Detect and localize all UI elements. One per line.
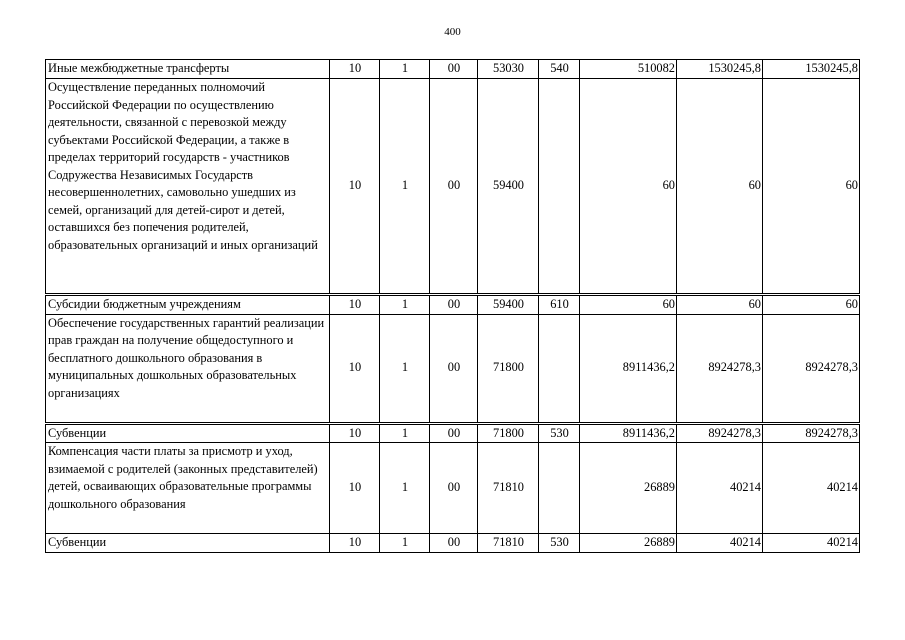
- amount-year-3: 60: [763, 295, 860, 315]
- amount-year-1: 26889: [580, 443, 677, 534]
- amount-year-2: 60: [677, 295, 763, 315]
- article-code: 71800: [478, 423, 539, 443]
- row-name: Субвенции: [46, 534, 330, 553]
- amount-year-3: 60: [763, 79, 860, 295]
- table-row: [46, 79, 860, 295]
- row-name: Компенсация части платы за присмотр и уход, взимаемой с родителей (законных представителей) детей, осваивающих образовательные программы дошкольного образования: [46, 443, 330, 534]
- amount-year-2: 40214: [677, 534, 763, 553]
- article-code: 59400: [478, 295, 539, 315]
- program-code: 00: [430, 79, 478, 295]
- article-code: 53030: [478, 60, 539, 79]
- expense-type-code: [539, 79, 580, 295]
- table-row: [46, 534, 860, 553]
- amount-year-3: 40214: [763, 443, 860, 534]
- row-name: Субсидии бюджетным учреждениям: [46, 295, 330, 315]
- program-code: 00: [430, 443, 478, 534]
- subsection-code: 1: [380, 314, 430, 423]
- section-code: 10: [330, 423, 380, 443]
- amount-year-2: 8924278,3: [677, 314, 763, 423]
- article-code: 71800: [478, 314, 539, 423]
- expense-type-code: 610: [539, 295, 580, 315]
- section-code: 10: [330, 443, 380, 534]
- amount-year-1: 510082: [580, 60, 677, 79]
- section-code: 10: [330, 314, 380, 423]
- row-name: Осуществление переданных полномочий Российской Федерации по осуществлению деятельности, связанной с перевозкой между субъектами Российской Федерации, а также в пределах территорий государств - участников Содружества Независимых Государств несовершеннолетних, самовольно ушедших из семей, организаций для детей-сирот и детей, оставшихся без попечения родителей, образовательных организаций и иных организаций: [46, 79, 330, 295]
- amount-year-1: 8911436,2: [580, 314, 677, 423]
- amount-year-3: 8924278,3: [763, 423, 860, 443]
- row-name: Обеспечение государственных гарантий реализации прав граждан на получение общедоступного и бесплатного дошкольного образования в муниципальных дошкольных образовательных организациях: [46, 314, 330, 423]
- amount-year-1: 60: [580, 79, 677, 295]
- expense-type-code: 530: [539, 534, 580, 553]
- amount-year-2: 40214: [677, 443, 763, 534]
- subsection-code: 1: [380, 423, 430, 443]
- section-code: 10: [330, 534, 380, 553]
- program-code: 00: [430, 423, 478, 443]
- article-code: 59400: [478, 79, 539, 295]
- amount-year-2: 8924278,3: [677, 423, 763, 443]
- amount-year-1: 8911436,2: [580, 423, 677, 443]
- page-number: 400: [444, 26, 461, 38]
- subsection-code: 1: [380, 534, 430, 553]
- row-name: Субвенции: [46, 423, 330, 443]
- subsection-code: 1: [380, 443, 430, 534]
- expense-type-code: 530: [539, 423, 580, 443]
- amount-year-2: 1530245,8: [677, 60, 763, 79]
- program-code: 00: [430, 295, 478, 315]
- subsection-code: 1: [380, 79, 430, 295]
- expense-type-code: [539, 443, 580, 534]
- program-code: 00: [430, 60, 478, 79]
- amount-year-1: 60: [580, 295, 677, 315]
- table-row: [46, 423, 860, 443]
- table-row: [46, 443, 860, 534]
- expense-type-code: [539, 314, 580, 423]
- table-row: [46, 60, 860, 79]
- amount-year-3: 40214: [763, 534, 860, 553]
- table-row: [46, 314, 860, 423]
- program-code: 00: [430, 534, 478, 553]
- subsection-code: 1: [380, 295, 430, 315]
- section-code: 10: [330, 79, 380, 295]
- section-code: 10: [330, 60, 380, 79]
- amount-year-2: 60: [677, 79, 763, 295]
- article-code: 71810: [478, 443, 539, 534]
- amount-year-3: 1530245,8: [763, 60, 860, 79]
- budget-table: [45, 59, 860, 553]
- table-row: [46, 295, 860, 315]
- amount-year-1: 26889: [580, 534, 677, 553]
- section-code: 10: [330, 295, 380, 315]
- expense-type-code: 540: [539, 60, 580, 79]
- article-code: 71810: [478, 534, 539, 553]
- program-code: 00: [430, 314, 478, 423]
- subsection-code: 1: [380, 60, 430, 79]
- amount-year-3: 8924278,3: [763, 314, 860, 423]
- row-name: Иные межбюджетные трансферты: [46, 60, 330, 79]
